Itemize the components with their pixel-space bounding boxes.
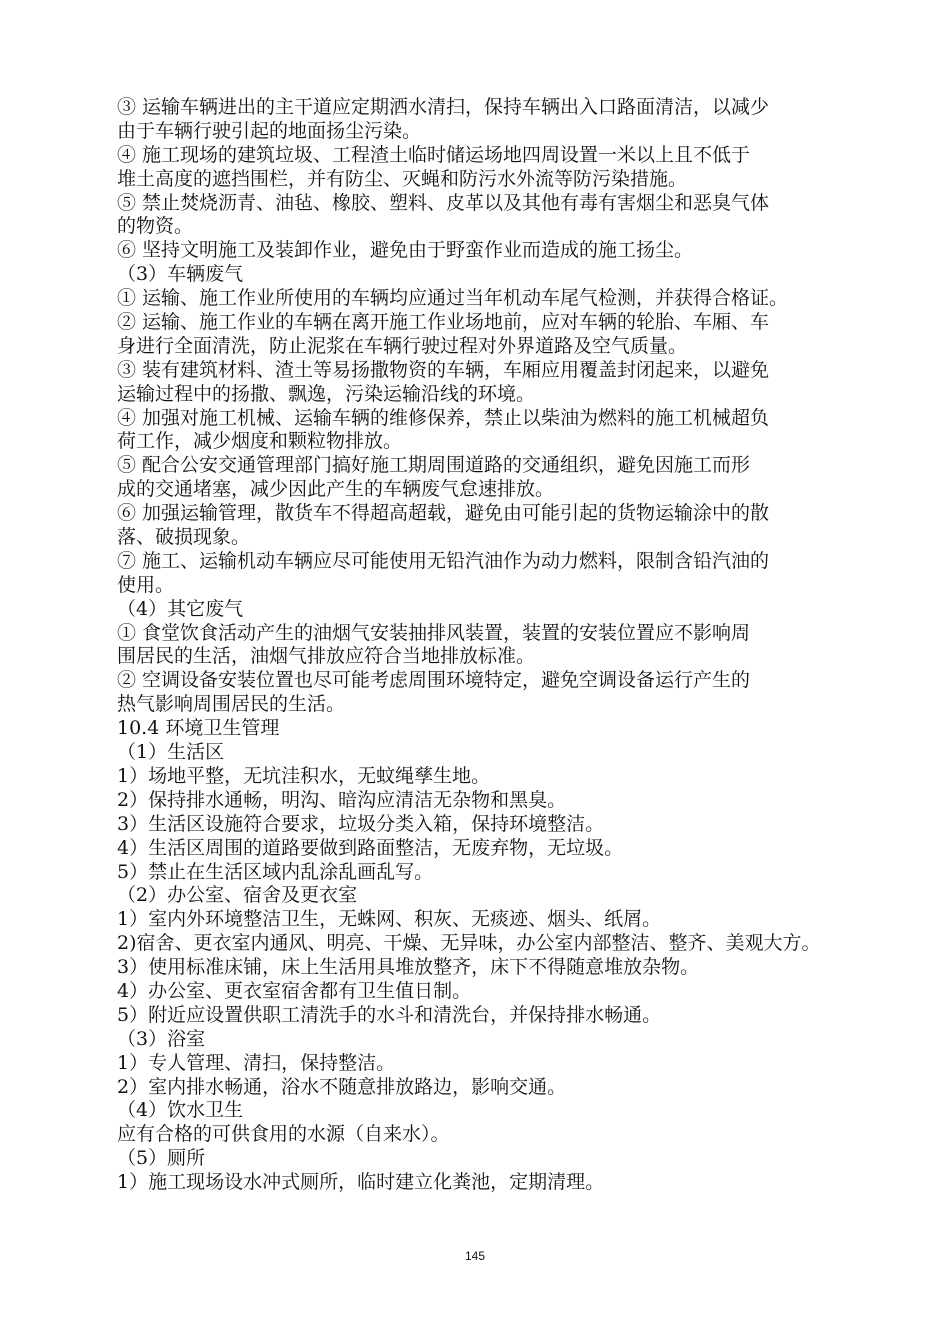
text-line: ⑦ 施工、运输机动车辆应尽可能使用无铅汽油作为动力燃料，限制含铅汽油的 [117,549,770,572]
text-line: 1）施工现场设水冲式厕所，临时建立化粪池，定期清理。 [117,1171,605,1194]
text-line: 热气影响周围居民的生活。 [117,693,346,716]
text-line: 1）场地平整，无坑洼积水，无蚊绳孳生地。 [117,764,491,787]
text-line: 由于车辆行驶引起的地面扬尘污染。 [117,119,422,142]
text-line: 5）禁止在生活区域内乱涂乱画乱写。 [117,860,434,883]
text-line: ① 运输、施工作业所使用的车辆均应通过当年机动车尾气检测，并获得合格证。 [117,287,789,310]
text-line: （2）办公室、宿舍及更衣室 [117,884,358,907]
text-line: ④ 加强对施工机械、运输车辆的维修保养，禁止以柴油为燃料的施工机械超负 [117,406,770,429]
text-line: 2)宿舍、更衣室内通风、明亮、干燥、无异味，办公室内部整洁、整齐、美观大方。 [117,932,821,955]
text-line: 2）保持排水通畅，明沟、暗沟应清洁无杂物和黑臭。 [117,788,567,811]
text-line: 荷工作，减少烟度和颗粒物排放。 [117,430,403,453]
text-line: （4）饮水卫生 [117,1099,244,1122]
text-line: 成的交通堵塞，减少因此产生的车辆废气怠速排放。 [117,478,555,501]
text-line: ⑥ 加强运输管理，散货车不得超高超载，避免由可能引起的货物运输涂中的散 [117,502,770,525]
text-line: （3）浴室 [117,1027,206,1050]
text-line: ② 运输、施工作业的车辆在离开施工作业场地前，应对车辆的轮胎、车厢、车 [117,311,770,334]
text-line: 围居民的生活，油烟气排放应符合当地排放标准。 [117,645,536,668]
text-line: 4）办公室、更衣室宿舍都有卫生值日制。 [117,979,472,1002]
text-line: 的物资。 [117,215,194,238]
text-line: ② 空调设备安装位置也尽可能考虑周围环境特定，避免空调设备运行产生的 [117,669,751,692]
text-line: （3）车辆废气 [117,263,244,286]
text-line: 身进行全面清洗，防止泥浆在车辆行驶过程对外界道路及空气质量。 [117,334,688,357]
document-body [117,96,877,1195]
text-line: 3）使用标准床铺，床上生活用具堆放整齐，床下不得随意堆放杂物。 [117,956,700,979]
page-number: 145 [464,1249,486,1263]
text-line: ⑤ 禁止焚烧沥青、油毡、橡胶、塑料、皮革以及其他有毒有害烟尘和恶臭气体 [117,191,770,214]
text-line: ③ 装有建筑材料、渣土等易扬撒物资的车辆，车厢应用覆盖封闭起来，以避免 [117,358,770,381]
text-line: 10.4 环境卫生管理 [117,717,280,740]
text-line: 4）生活区周围的道路要做到路面整洁，无废弃物，无垃圾。 [117,836,624,859]
text-line: 落、破损现象。 [117,526,251,549]
text-line: ③ 运输车辆进出的主干道应定期洒水清扫，保持车辆出入口路面清洁，以减少 [117,96,770,118]
text-line: 使用。 [117,573,175,596]
text-line: 堆土高度的遮挡围栏，并有防尘、灭蝇和防污水外流等防污染措施。 [117,167,688,190]
text-line: 应有合格的可供食用的水源（自来水）。 [117,1123,450,1146]
text-line: （5）厕所 [117,1147,206,1170]
text-line: 1）室内外环境整洁卫生，无蛛网、积灰、无痰迹、烟头、纸屑。 [117,908,662,931]
text-line: 5）附近应设置供职工清洗手的水斗和清洗台，并保持排水畅通。 [117,1003,662,1026]
text-line: ④ 施工现场的建筑垃圾、工程渣土临时储运场地四周设置一米以上且不低于 [117,143,751,166]
text-line: 1）专人管理、清扫，保持整洁。 [117,1051,396,1074]
text-line: （4）其它废气 [117,597,244,620]
text-line: 2）室内排水畅通，浴水不随意排放路边，影响交通。 [117,1075,567,1098]
text-line: 运输过程中的扬撒、飘逸，污染运输沿线的环境。 [117,382,536,405]
text-line: 3）生活区设施符合要求，垃圾分类入箱，保持环境整洁。 [117,812,605,835]
text-line: ⑥ 坚持文明施工及装卸作业，避免由于野蛮作业而造成的施工扬尘。 [117,239,694,262]
text-line: ① 食堂饮食活动产生的油烟气安装抽排风装置，装置的安装位置应不影响周 [117,621,751,644]
text-line: ⑤ 配合公安交通管理部门搞好施工期周围道路的交通组织，避免因施工而形 [117,454,751,477]
text-line: （1）生活区 [117,741,225,764]
